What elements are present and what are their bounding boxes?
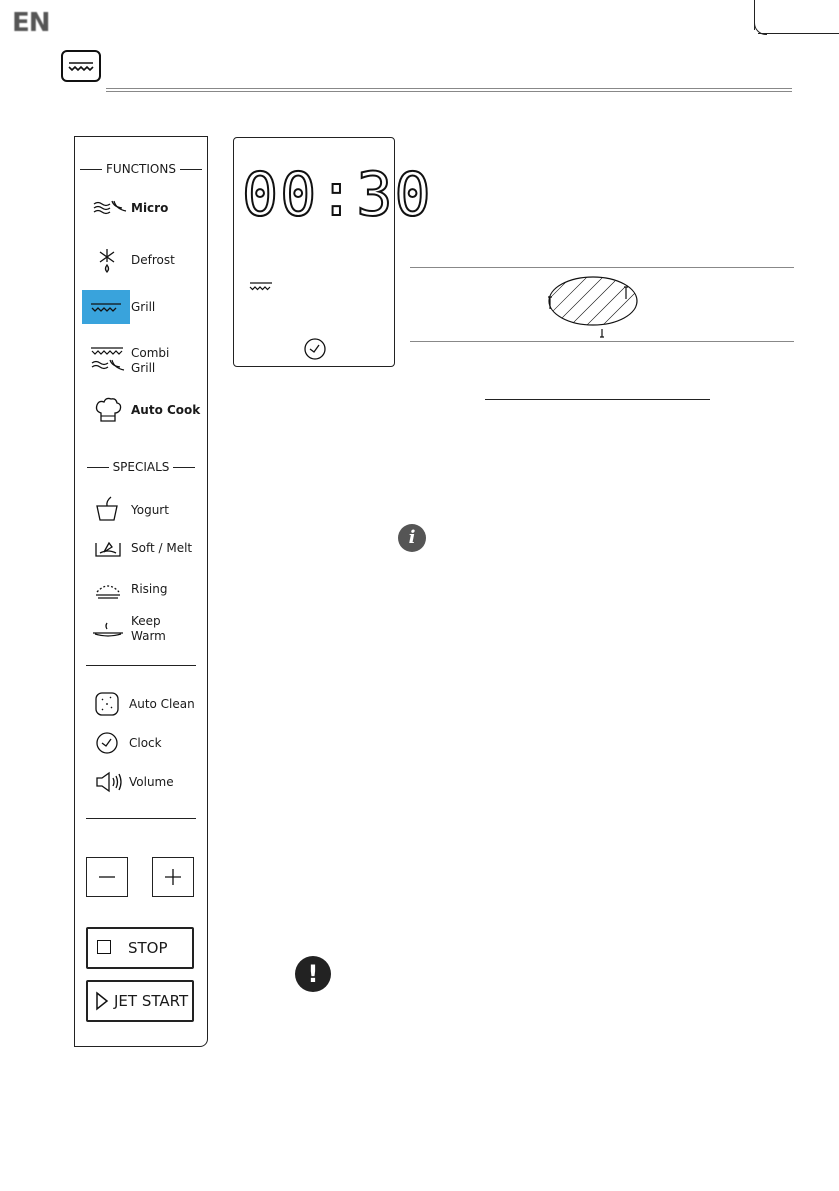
table-rule-top <box>410 267 794 268</box>
stop-square-icon <box>97 940 111 954</box>
functions-section-title: FUNCTIONS <box>74 162 208 176</box>
clock-label[interactable]: Clock <box>129 736 162 750</box>
jet-start-label: JET START <box>114 992 189 1010</box>
volume-label[interactable]: Volume <box>129 775 174 789</box>
stop-label: STOP <box>128 939 168 957</box>
clock-icon <box>96 732 118 758</box>
special-keep-warm-label[interactable]: Keep Warm <box>131 614 166 643</box>
grill-rack-icon <box>545 273 641 343</box>
jet-start-button[interactable] <box>86 980 194 1022</box>
yogurt-icon <box>94 496 120 526</box>
warning-icon: ! <box>295 956 331 992</box>
function-defrost-label[interactable]: Defrost <box>131 253 175 267</box>
info-icon: i <box>398 524 426 552</box>
function-grill-label[interactable]: Grill <box>131 300 156 314</box>
grill-icon <box>249 278 273 297</box>
auto-clean-label[interactable]: Auto Clean <box>129 697 195 711</box>
specials-section-title: SPECIALS <box>74 460 208 474</box>
function-combi-grill-label[interactable]: Combi Grill <box>131 346 170 375</box>
rising-icon <box>94 580 122 604</box>
lcd-display <box>233 137 433 367</box>
grill-icon <box>90 300 122 319</box>
keep-warm-icon <box>92 620 124 646</box>
display-time: 00:30 <box>242 160 433 230</box>
plus-button[interactable] <box>152 857 194 897</box>
defrost-icon <box>96 248 118 278</box>
clock-icon <box>304 338 326 364</box>
chef-hat-icon <box>94 396 122 428</box>
soft-melt-icon <box>94 537 122 563</box>
header-rule <box>106 88 792 92</box>
stop-button[interactable] <box>86 927 194 969</box>
grill-icon <box>61 50 101 82</box>
special-soft-melt-label[interactable]: Soft / Melt <box>131 541 193 555</box>
function-auto-cook-label[interactable]: Auto Cook <box>131 403 201 417</box>
play-icon <box>95 991 109 1015</box>
panel-divider <box>86 665 196 666</box>
volume-icon <box>95 771 125 797</box>
panel-divider <box>86 818 196 819</box>
function-micro-label[interactable]: Micro <box>131 201 169 215</box>
table-rule-bottom <box>410 341 794 342</box>
auto-clean-icon <box>95 692 119 720</box>
minus-button[interactable] <box>86 857 128 897</box>
crop-mark <box>758 33 839 34</box>
micro-icon <box>92 198 128 222</box>
underline-rule <box>485 399 710 400</box>
language-code: EN <box>12 8 50 38</box>
special-yogurt-label[interactable]: Yogurt <box>131 503 169 517</box>
combi-grill-icon <box>90 346 126 378</box>
special-rising-label[interactable]: Rising <box>131 582 168 596</box>
